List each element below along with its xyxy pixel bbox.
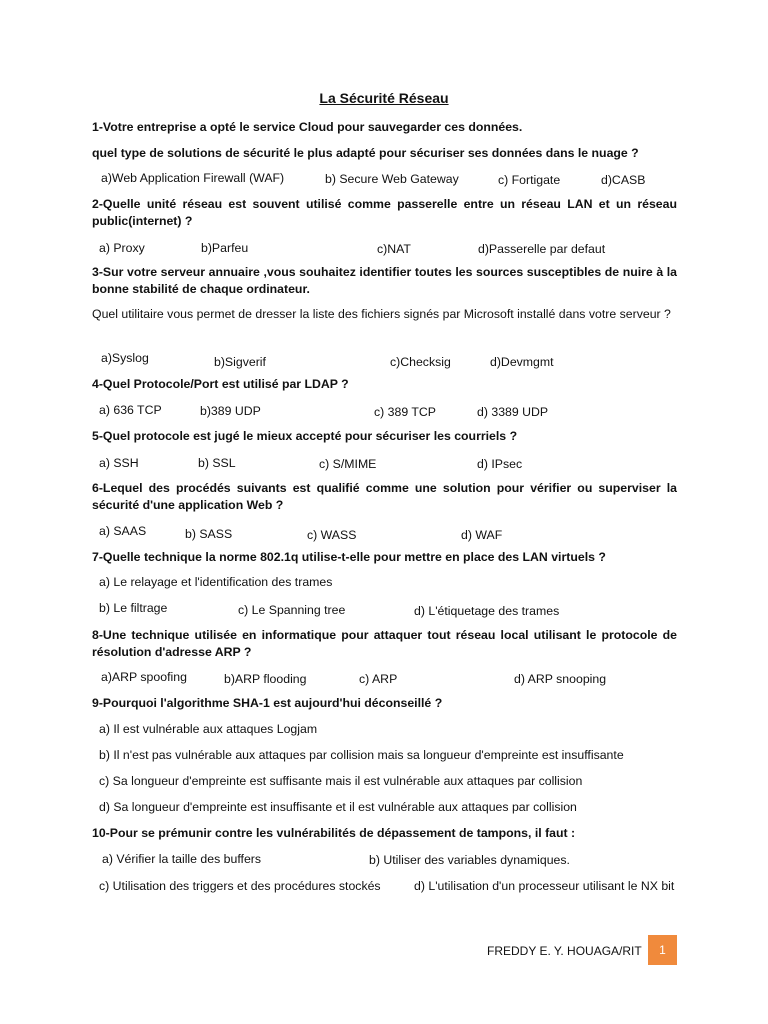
question-5: 5-Quel protocole est jugé le mieux accepté pour sécuriser les courriels ? — [92, 429, 518, 443]
q2-option-b: b)Parfeu — [201, 241, 249, 255]
q6-option-a: a) SAAS — [99, 524, 147, 538]
q9-option-d: d) Sa longueur d'empreinte est insuffisante et il est vulnérable aux attaques par collision — [99, 800, 577, 814]
q4-option-b: b)389 UDP — [200, 404, 261, 418]
footer-author: FREDDY E. Y. HOUAGA/RIT — [487, 944, 642, 958]
question-3: 3-Sur votre serveur annuaire ,vous souhaitez identifier toutes les sources susceptibles de nuire à la bonne stabilité de chaque ordinateur. — [92, 265, 677, 296]
q9-option-b: b) Il n'est pas vulnérable aux attaques par collision mais sa longueur d'empreinte est insuffisante — [99, 748, 624, 762]
question-2: 2-Quelle unité réseau est souvent utilisé comme passerelle entre un réseau LAN et un réseau public(internet) ? — [92, 197, 677, 228]
q4-option-c: c) 389 TCP — [374, 405, 436, 419]
q3-option-c: c)Checksig — [390, 355, 451, 369]
question-6: 6-Lequel des procédés suivants est qualifié comme une solution pour vérifier ou superviser la sécurité d'une application Web ? — [92, 481, 677, 512]
q8-option-b: b)ARP flooding — [224, 672, 307, 686]
q2-option-d: d)Passerelle par defaut — [478, 242, 606, 256]
q8-option-a: a)ARP spoofing — [101, 670, 187, 684]
question-4: 4-Quel Protocole/Port est utilisé par LDAP ? — [92, 377, 349, 391]
q8-option-c: c) ARP — [359, 672, 398, 686]
q4-option-d: d) 3389 UDP — [477, 405, 549, 419]
page-number-badge: 1 — [648, 935, 677, 965]
q1-option-d: d)CASB — [601, 173, 646, 187]
q6-option-c: c) WASS — [307, 528, 357, 542]
q7-option-b: b) Le filtrage — [99, 601, 168, 615]
q7-option-a: a) Le relayage et l'identification des trames — [99, 575, 333, 589]
q5-option-d: d) IPsec — [477, 457, 523, 471]
q3-option-d: d)Devmgmt — [490, 355, 554, 369]
q3-option-b: b)Sigverif — [214, 355, 266, 369]
question-8: 8-Une technique utilisée en informatique pour attaquer tout réseau local utilisant le protocole de résolution d'adresse ARP ? — [92, 628, 677, 659]
q5-option-a: a) SSH — [99, 456, 139, 470]
q3-option-a: a)Syslog — [101, 351, 149, 365]
q10-option-d: d) L'utilisation d'un processeur utilisant le NX bit — [414, 879, 675, 893]
q6-option-b: b) SASS — [185, 527, 233, 541]
q10-option-b: b) Utiliser des variables dynamiques. — [369, 853, 570, 867]
question-7: 7-Quelle technique la norme 802.1q utilise-t-elle pour mettre en place des LAN virtuels ? — [92, 550, 606, 564]
q7-option-c: c) Le Spanning tree — [238, 603, 346, 617]
q9-option-c: c) Sa longueur d'empreinte est suffisante mais il est vulnérable aux attaques par collision — [99, 774, 583, 788]
question-10: 10-Pour se prémunir contre les vulnérabilités de dépassement de tampons, il faut : — [92, 826, 576, 840]
q4-option-a: a) 636 TCP — [99, 403, 162, 417]
question-1: 1-Votre entreprise a opté le service Cloud pour sauvegarder ces données. — [92, 120, 523, 134]
q1-option-c: c) Fortigate — [498, 173, 561, 187]
q6-option-d: d) WAF — [461, 528, 503, 542]
q5-option-c: c) S/MIME — [319, 457, 377, 471]
question-1-detail: quel type de solutions de sécurité le plus adapté pour sécuriser ses données dans le nuage ? — [92, 146, 639, 160]
q2-option-a: a) Proxy — [99, 241, 145, 255]
question-3-detail: Quel utilitaire vous permet de dresser la liste des fichiers signés par Microsoft installé dans votre serveur ? — [92, 307, 671, 321]
q8-option-d: d) ARP snooping — [514, 672, 607, 686]
q1-option-b: b) Secure Web Gateway — [325, 172, 459, 186]
q10-option-a: a) Vérifier la taille des buffers — [102, 852, 262, 866]
q7-option-d: d) L'étiquetage des trames — [414, 604, 560, 618]
q1-option-a: a)Web Application Firewall (WAF) — [101, 171, 285, 185]
q2-option-c: c)NAT — [377, 242, 411, 256]
q9-option-a: a) Il est vulnérable aux attaques Logjam — [99, 722, 318, 736]
q5-option-b: b) SSL — [198, 456, 236, 470]
q10-option-c: c) Utilisation des triggers et des procédures stockés — [99, 879, 381, 893]
document-title: La Sécurité Réseau — [319, 90, 449, 106]
question-9: 9-Pourquoi l'algorithme SHA-1 est aujourd'hui déconseillé ? — [92, 696, 443, 710]
